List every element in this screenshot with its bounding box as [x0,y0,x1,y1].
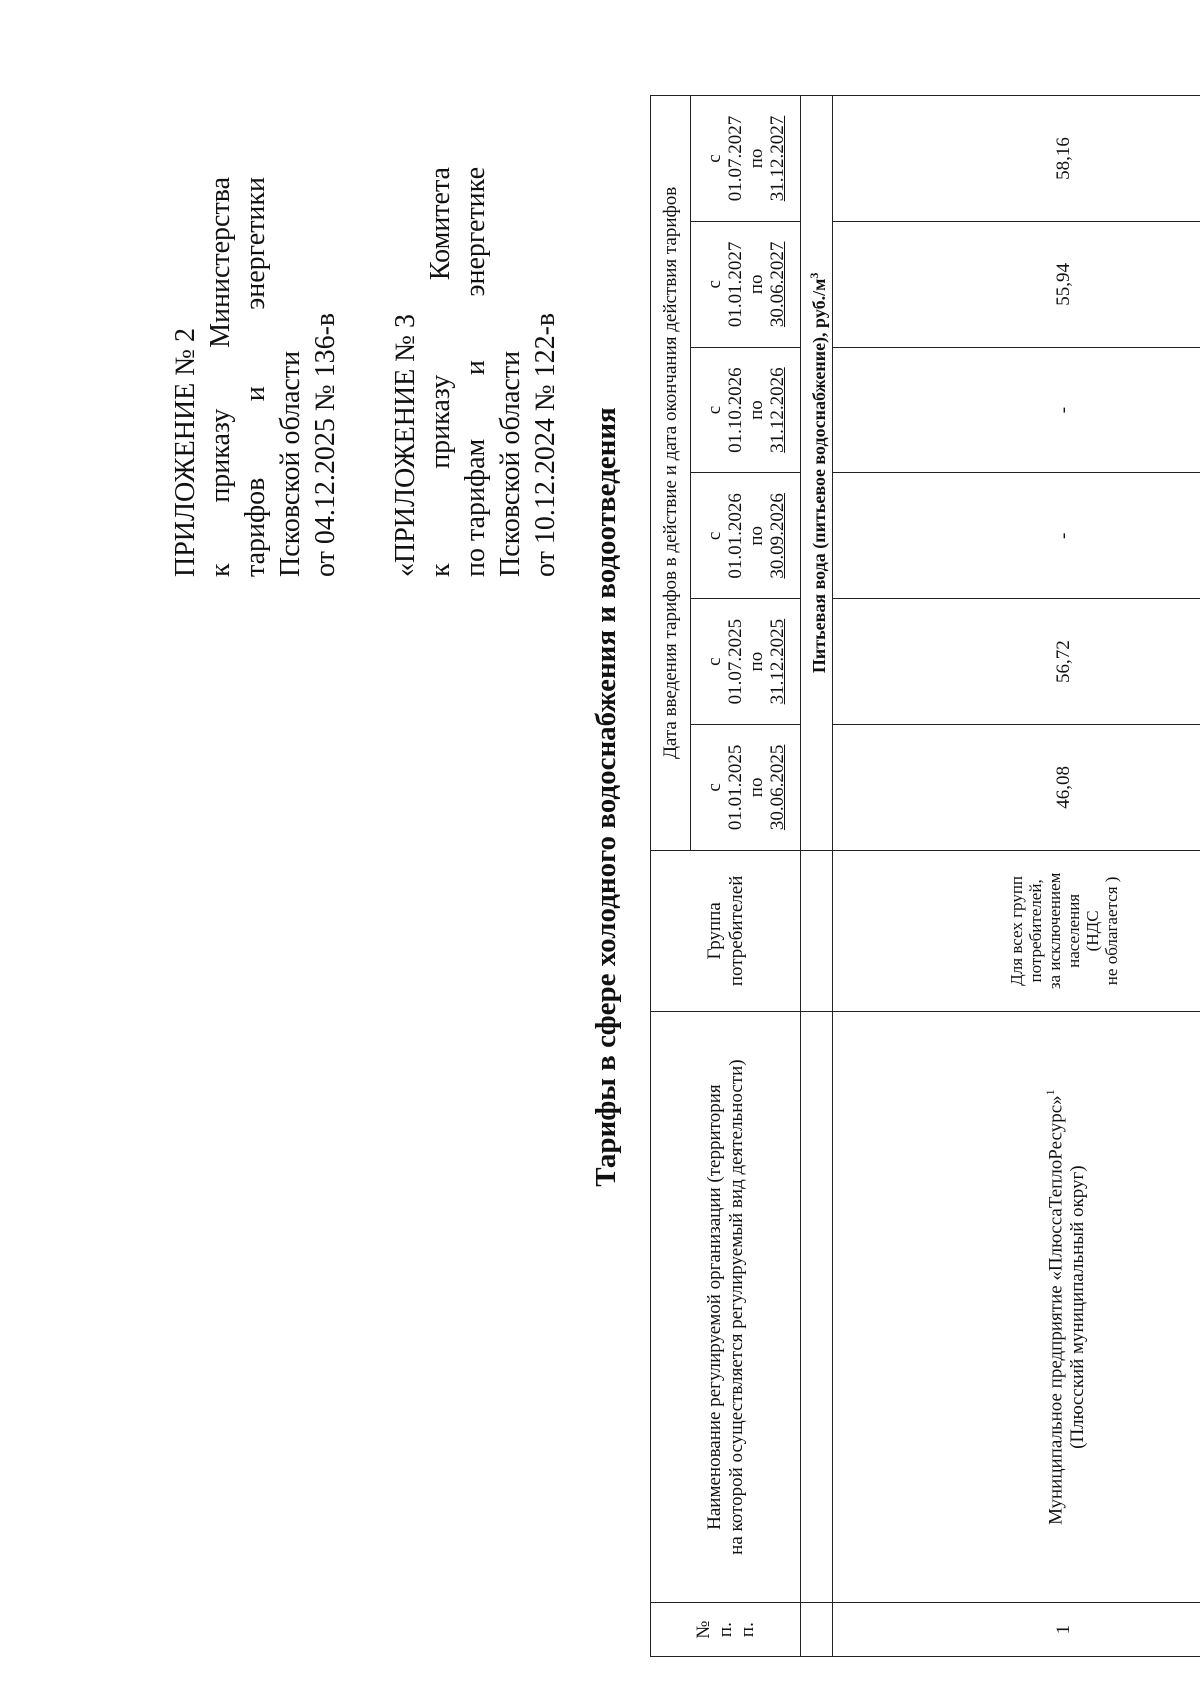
appendix-word: энергетики [240,177,271,310]
header-num-line: № [692,1620,714,1639]
period-c: с [703,405,725,415]
tariff-value: 56,72 [833,599,1200,725]
row-group-line: населения [1064,893,1083,968]
period-to: 30.06.2025 [766,744,788,831]
period-from: 01.01.2026 [724,493,746,579]
header-group [651,850,801,1011]
period-c: с [703,531,725,541]
appendix-line: от 04.12.2025 № 136-в [310,312,341,577]
period-to: 30.06.2027 [766,241,788,328]
appendix-current-order [168,177,343,577]
row-num: 1 [833,1603,1200,1657]
footnote-mark: 1 [1042,1089,1057,1096]
document-title: Тарифы в сфере холодного водоснабжения и водоотведения [590,407,622,1187]
appendix-line [238,177,273,577]
appendix-title: ПРИЛОЖЕНИЕ № 2 [170,328,201,577]
section-title-text: Питьевая вода (питьевое водоснабжение), руб./м [809,278,829,674]
appendix-line [423,167,458,577]
section-spacer [801,1012,833,1603]
period-to: 30.09.2026 [766,493,788,579]
period-cell [691,473,801,599]
appendix-previous-order [388,167,563,577]
appendix-title: «ПРИЛОЖЕНИЕ № 3 [390,314,421,577]
appendix-line [203,177,238,577]
period-po: по [745,651,767,672]
row-group-line: потребителей, [1026,879,1045,983]
section-row [801,96,833,1657]
header-dates: Дата введения тарифов в действие и дата окончания действия тарифов [651,96,691,851]
appendix-word: приказу [205,408,236,503]
header-org-line: на которой осуществляется регулируемый вид деятельности) [725,1059,747,1555]
header-num-line: п. [714,1622,736,1638]
period-cell [691,347,801,473]
appendix-word: Министерства [205,177,236,348]
row-group-line: не облагается ) [1102,876,1121,986]
tariff-value: 58,16 [833,96,1200,222]
period-cell [691,599,801,725]
table-row [833,96,1200,1657]
header-org-line: Наименование регулируемой организации (территория [703,1084,725,1530]
period-from: 01.07.2027 [724,115,746,202]
period-c: с [703,280,725,289]
header-org [651,1012,801,1603]
period-cell [691,221,801,347]
row-group-line: за исключением [1045,872,1064,990]
appendix-word: Комитета [425,167,456,281]
period-c: с [703,657,725,666]
header-group-line: Группа [703,902,725,960]
section-spacer [801,1603,833,1657]
appendix-line: Псковской области [275,350,306,577]
period-to: 31.12.2027 [766,115,788,202]
period-to: 31.12.2025 [766,618,788,705]
appendix-word: приказу [425,374,456,469]
header-row-top [651,96,691,1657]
period-po: по [745,148,767,169]
row-org [833,1012,1200,1603]
tariff-value: - [833,473,1200,599]
period-cell [691,724,801,850]
period-c: с [703,154,725,163]
appendix-word: к [425,563,456,577]
period-c: с [703,783,725,792]
tariff-value: - [833,347,1200,473]
appendix-word: к [205,563,236,577]
section-title [801,96,833,851]
section-title-sup: 3 [807,272,821,279]
row-group [833,850,1200,1011]
header-num-line: п. [736,1622,758,1638]
appendix-word: энергетике [460,167,491,297]
appendix-line [458,167,493,577]
appendix-line: Псковской области [495,350,526,577]
tariff-table [650,95,1200,1657]
appendix-word: и [240,386,271,402]
period-po: по [745,526,767,546]
appendix-word: по тарифам [460,438,491,577]
row-org-line: Муниципальное предприятие «ПлюссаТеплоРесурс» [1045,1095,1067,1525]
period-po: по [745,400,767,420]
appendix-word: и [460,360,491,376]
section-spacer [801,850,833,1011]
period-from: 01.01.2027 [724,241,746,328]
row-group-line: (НДС [1083,910,1102,952]
period-from: 01.10.2026 [724,367,746,453]
tariff-value: 55,94 [833,221,1200,347]
header-group-line: потребителей [725,875,747,987]
header-num [651,1603,801,1657]
appendix-word: тарифов [240,477,271,577]
period-from: 01.01.2025 [724,744,746,831]
row-group-line: Для всех групп [1007,875,1026,986]
period-po: по [745,777,767,798]
period-to: 31.12.2026 [766,367,788,453]
appendix-line: от 10.12.2024 № 122-в [530,312,561,577]
period-po: по [745,274,767,295]
period-cell [691,96,801,222]
row-org-line: (Плюсский муниципальный округ) [1067,1165,1089,1449]
period-from: 01.07.2025 [724,618,746,705]
tariff-value: 46,08 [833,724,1200,850]
